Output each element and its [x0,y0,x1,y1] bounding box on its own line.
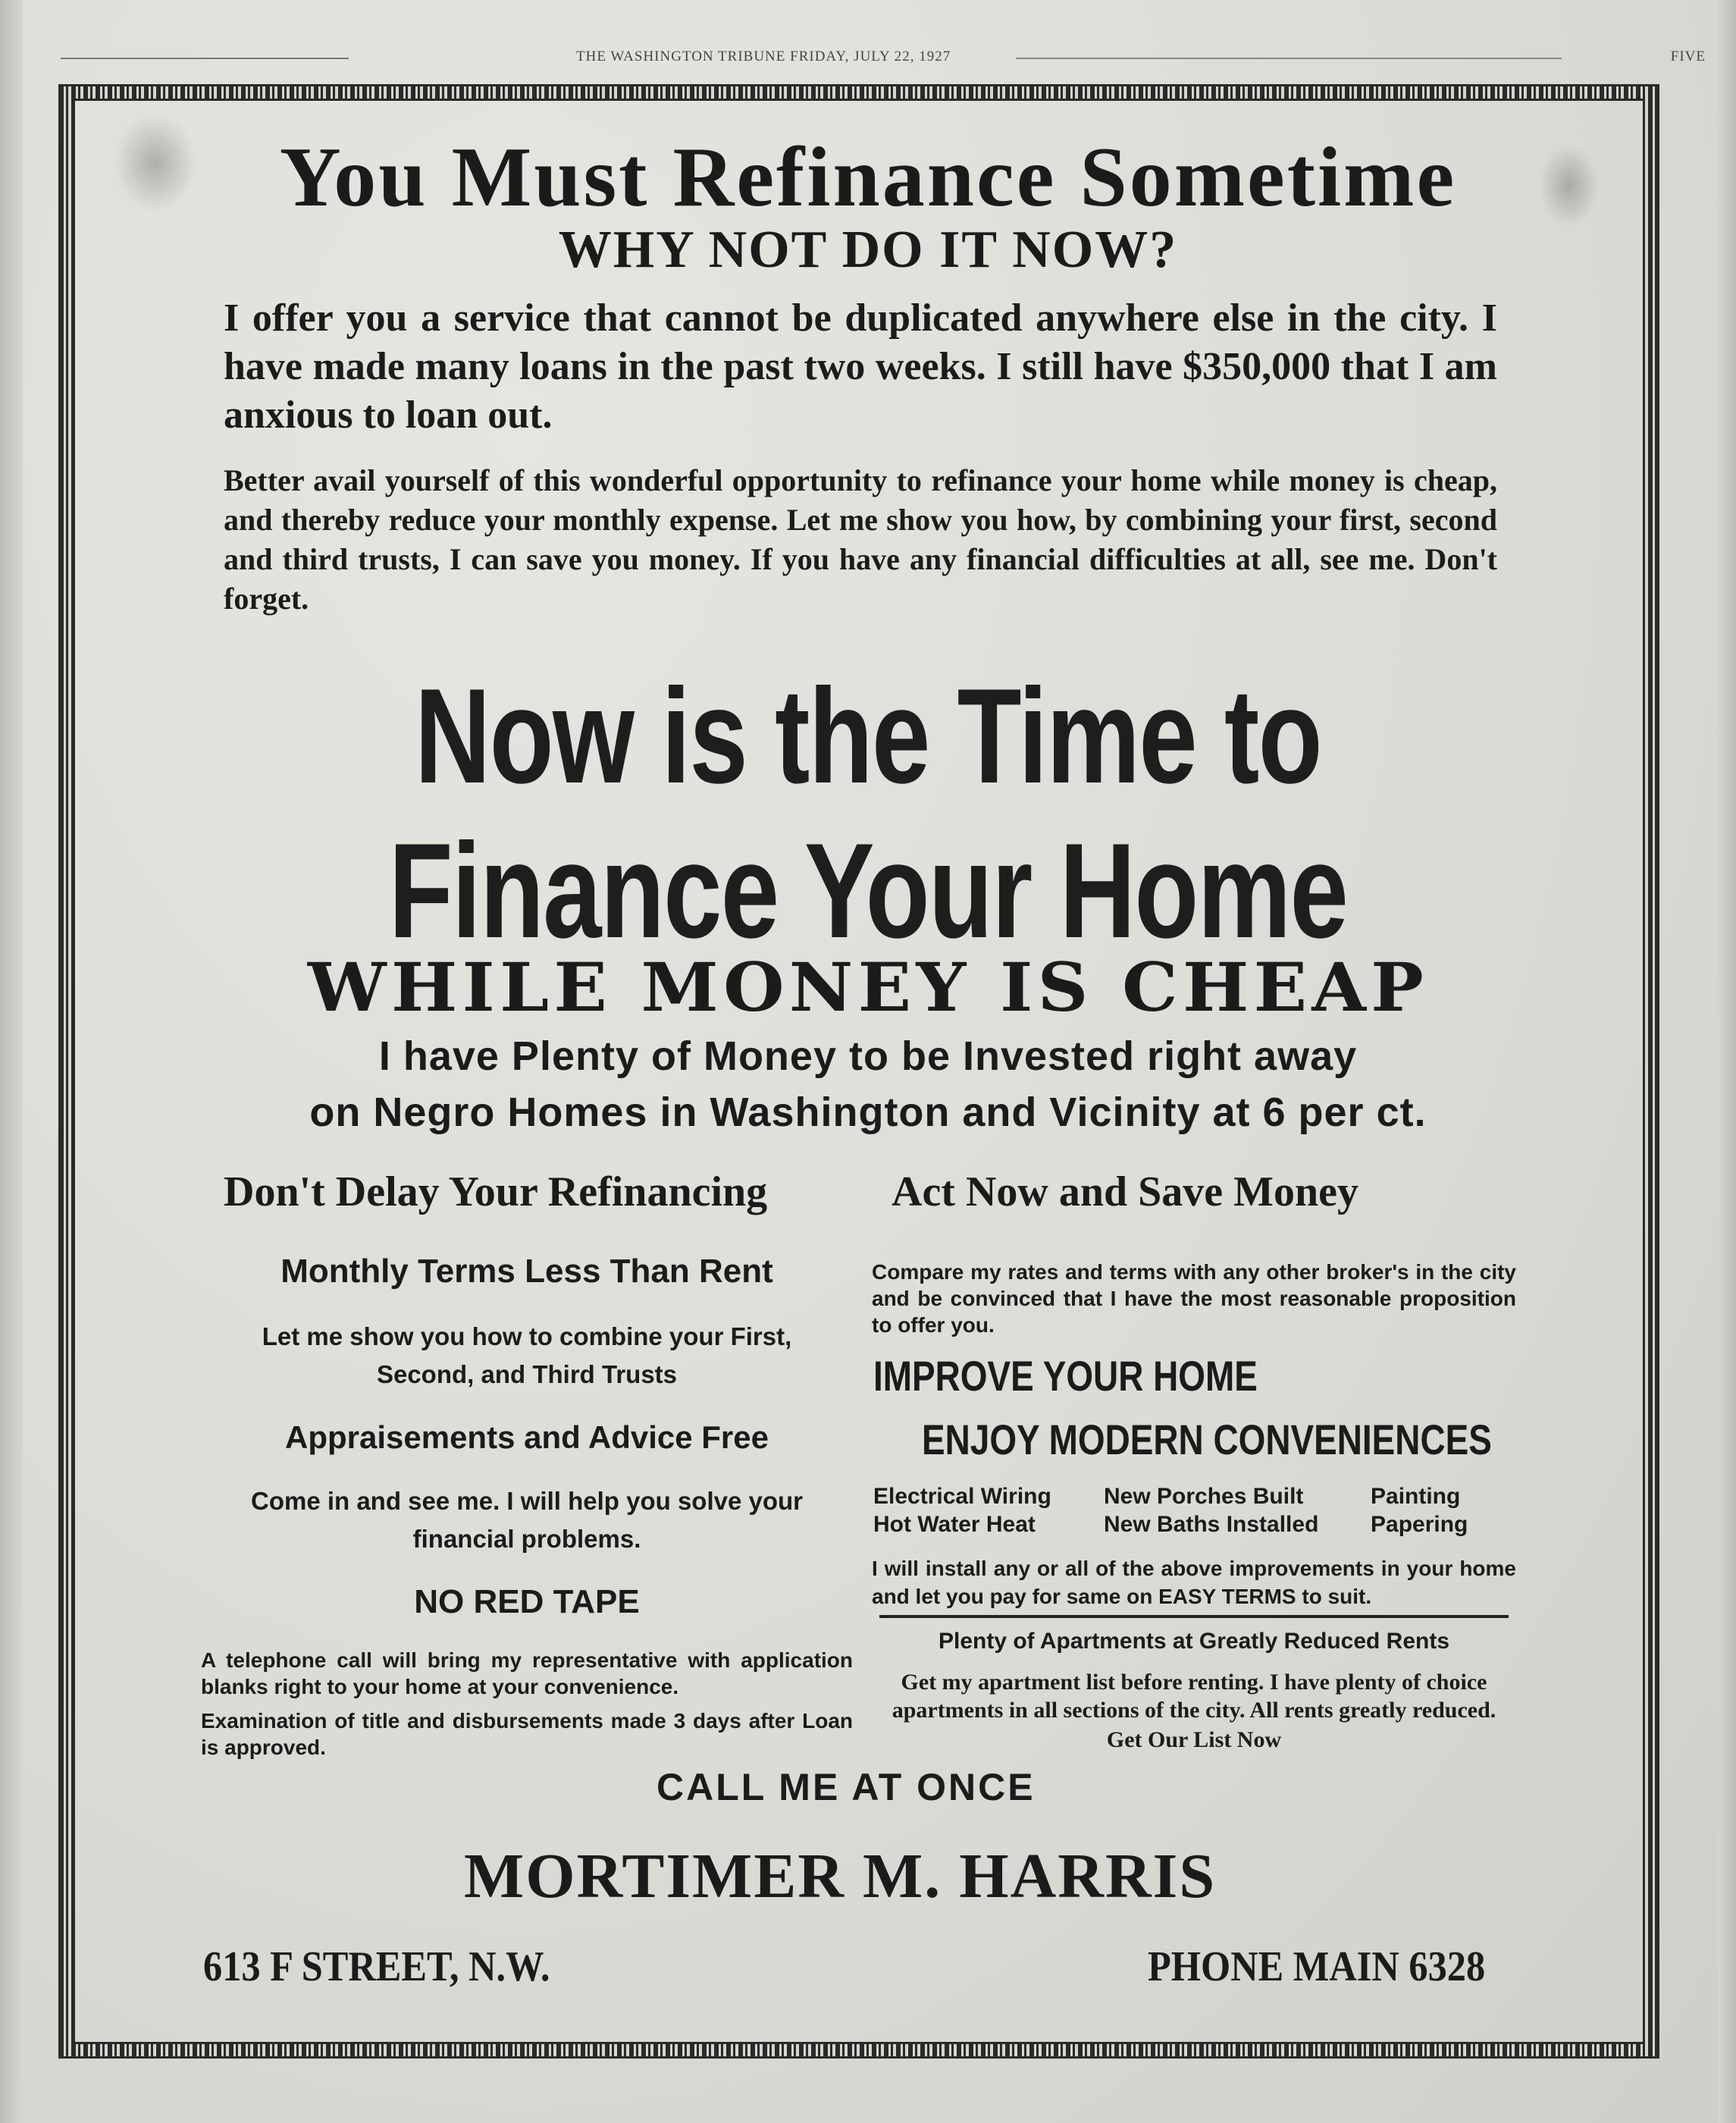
monthly-terms-heading: Monthly Terms Less Than Rent [280,1253,773,1290]
service-electrical-wiring: Electrical Wiring [873,1484,1051,1509]
call-me-at-once: CALL ME AT ONCE [656,1766,1036,1808]
right-column-heading: Act Now and Save Money [892,1168,1358,1215]
pitch-text: Better avail yourself of this wonderful opportunity to refinance your home while money is cheap, and thereby reduce your monthly expense. Let me show you how, by combining your first, second and third trusts, I can save you money. If you have any financial difficulties at all, see me. Don't forget. [224,463,1497,616]
left-column-heading: Don't Delay Your Refinancing [224,1168,768,1215]
install-improvements-text: I will install any or all of the above improvements in your home and let you pay for same on EASY TERMS to suit. [872,1557,1516,1608]
service-papering: Papering [1371,1512,1468,1537]
pitch-paragraph [224,461,1497,619]
service-new-porches: New Porches Built [1104,1484,1304,1509]
masthead [30,47,1713,70]
masthead-rule-right [1016,58,1562,59]
print-smudge [114,114,197,212]
service-new-baths: New Baths Installed [1104,1512,1319,1537]
print-smudge-right [1539,144,1600,227]
combine-trusts-text: Let me show you how to combine your First, Second, and Third Trusts [262,1322,792,1388]
apartment-list-text: Get my apartment list before renting. I have plenty of choice apartments in all sections of the city. All rents greatly reduced. [892,1670,1496,1723]
appraisements-heading: Appraisements and Advice Free [285,1419,769,1455]
big-headline-line-1: Now is the Time to [415,660,1321,811]
apartments-heading: Plenty of Apartments at Greatly Reduced Rents [938,1629,1450,1654]
plenty-money-line-1: I have Plenty of Money to be Invested right away [378,1033,1358,1079]
page-number: FIVE [1670,49,1706,64]
intro-paragraph [224,294,1497,440]
service-painting: Painting [1371,1484,1461,1509]
broker-phone: PHONE MAIN 6328 [1148,1943,1486,1990]
modern-conveniences-heading: ENJOY MODERN CONVENIENCES [922,1416,1492,1463]
compare-rates-text: Compare my rates and terms with any other broker's in the city and be convinced that I have the most reasonable proposition to offer you. [872,1260,1516,1337]
big-headline-line-2: Finance Your Home [388,815,1348,966]
masthead-rule-left [61,58,349,59]
improve-home-heading: IMPROVE YOUR HOME [873,1352,1258,1400]
broker-address: 613 F STREET, N.W. [203,1943,550,1990]
masthead-title: THE WASHINGTON TRIBUNE FRIDAY, JULY 22, 1927 [576,49,951,64]
telephone-call-text: A telephone call will bring my representative with application blanks right to your home at your convenience. [201,1648,853,1698]
service-hot-water-heat: Hot Water Heat [873,1512,1036,1537]
right-column-divider [879,1615,1509,1618]
examination-text: Examination of title and disbursements made 3 days after Loan is approved. [201,1709,853,1759]
headline: You Must Refinance Sometime [279,130,1457,224]
intro-text: I offer you a service that cannot be duplicated anywhere else in the city. I have made many loans in the past two weeks. I still have $350,000 that I am anxious to loan out. [224,296,1497,437]
while-money-cheap: WHILE MONEY IS CHEAP [307,948,1429,1027]
get-list-text: Get Our List Now [1106,1727,1282,1752]
subheadline: WHY NOT DO IT NOW? [558,221,1178,279]
plenty-money-line-2: on Negro Homes in Washington and Vicinity at 6 per ct. [309,1090,1427,1135]
no-red-tape-heading: NO RED TAPE [414,1583,640,1620]
broker-name: MORTIMER M. HARRIS [464,1841,1217,1911]
come-in-text: Come in and see me. I will help you solve your financial problems. [250,1487,804,1553]
